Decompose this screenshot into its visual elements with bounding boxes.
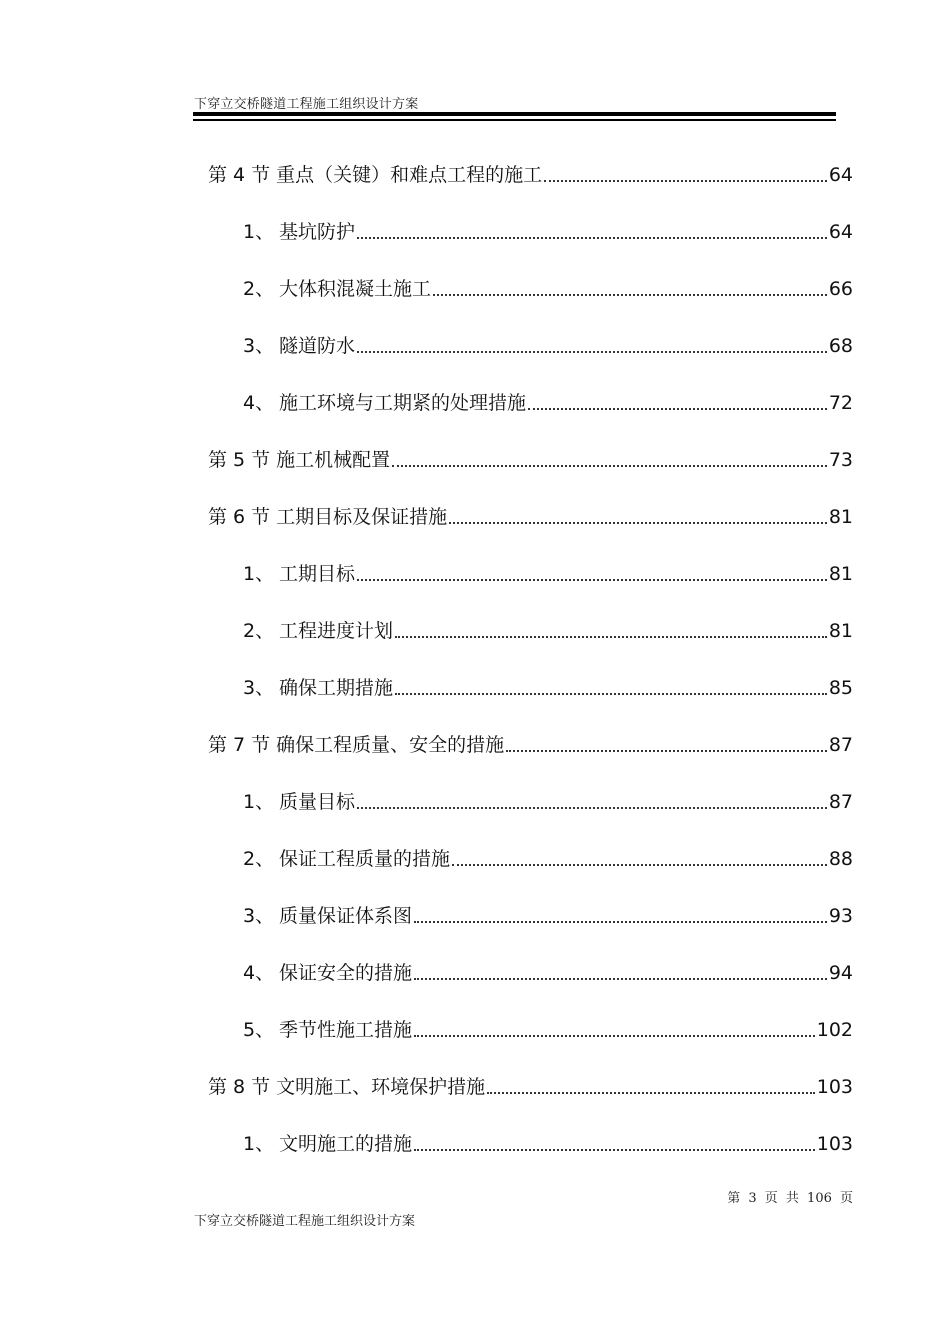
toc-entry-page-number: 73: [828, 449, 853, 471]
toc-entry-page-number: 81: [828, 620, 853, 642]
toc-section-entry[interactable]: [208, 447, 853, 473]
toc-entry-page-number: 64: [828, 221, 853, 243]
toc-dot-leader: [357, 579, 827, 581]
toc-entry-page-number: 94: [828, 962, 853, 984]
toc-dot-leader: [544, 180, 827, 182]
toc-entry-number: 3、: [243, 677, 275, 699]
toc-subsection-entry[interactable]: [243, 561, 853, 587]
toc-subsection-entry[interactable]: [243, 960, 853, 986]
toc-entry-title: 保证工程质量的措施: [279, 848, 451, 870]
toc-entry-page-number: 81: [828, 506, 853, 528]
toc-entry-page-number: 103: [816, 1076, 853, 1098]
toc-entry-number: 3、: [243, 335, 275, 357]
toc-entry-number: 第 4 节: [208, 164, 271, 186]
toc-entry-title: 大体积混凝土施工: [279, 278, 432, 300]
toc-dot-leader: [392, 465, 827, 467]
toc-entry-page-number: 87: [828, 734, 853, 756]
toc-entry-title: 质量目标: [279, 791, 356, 813]
toc-entry-number: 1、: [243, 791, 275, 813]
toc-entry-title: 隧道防水: [279, 335, 356, 357]
toc-entry-title: 质量保证体系图: [279, 905, 413, 927]
toc-entry-title: 基坑防护: [279, 221, 356, 243]
toc-dot-leader: [528, 408, 827, 410]
toc-entry-page-number: 102: [816, 1019, 853, 1041]
toc-entry-page-number: 66: [828, 278, 853, 300]
toc-dot-leader: [414, 921, 827, 923]
toc-entry-title: 工程进度计划: [279, 620, 394, 642]
toc-dot-leader: [487, 1092, 815, 1094]
toc-dot-leader: [414, 1035, 815, 1037]
toc-subsection-entry[interactable]: [243, 675, 853, 701]
toc-entry-number: 4、: [243, 962, 275, 984]
toc-section-entry[interactable]: [208, 732, 853, 758]
toc-dot-leader: [395, 636, 827, 638]
toc-entry-title: 文明施工、环境保护措施: [276, 1076, 486, 1098]
toc-entry-title: 保证安全的措施: [279, 962, 413, 984]
toc-entry-page-number: 68: [828, 335, 853, 357]
page-header-title: 下穿立交桥隧道工程施工组织设计方案: [194, 97, 419, 112]
toc-entry-page-number: 103: [816, 1133, 853, 1155]
toc-section-entry[interactable]: [208, 504, 853, 530]
toc-entry-number: 1、: [243, 1133, 275, 1155]
toc-subsection-entry[interactable]: [243, 276, 853, 302]
toc-entry-page-number: 72: [828, 392, 853, 414]
toc-entry-title: 重点（关键）和难点工程的施工: [276, 164, 543, 186]
toc-dot-leader: [357, 807, 827, 809]
toc-entry-title: 文明施工的措施: [279, 1133, 413, 1155]
toc-entry-number: 1、: [243, 563, 275, 585]
toc-entry-number: 第 7 节: [208, 734, 271, 756]
toc-section-entry[interactable]: [208, 162, 853, 188]
toc-entry-number: 2、: [243, 278, 275, 300]
toc-dot-leader: [357, 237, 827, 239]
toc-entry-number: 第 6 节: [208, 506, 271, 528]
toc-entry-title: 工期目标: [279, 563, 356, 585]
toc-entry-title: 施工环境与工期紧的处理措施: [279, 392, 527, 414]
toc-subsection-entry[interactable]: [243, 618, 853, 644]
toc-entry-number: 第 8 节: [208, 1076, 271, 1098]
toc-subsection-entry[interactable]: [243, 846, 853, 872]
toc-subsection-entry[interactable]: [243, 789, 853, 815]
toc-dot-leader: [452, 864, 827, 866]
toc-entry-number: 1、: [243, 221, 275, 243]
toc-entry-number: 3、: [243, 905, 275, 927]
toc-subsection-entry[interactable]: [243, 219, 853, 245]
toc-entry-title: 季节性施工措施: [279, 1019, 413, 1041]
toc-entry-number: 2、: [243, 848, 275, 870]
toc-section-entry[interactable]: [208, 1074, 853, 1100]
toc-dot-leader: [433, 294, 827, 296]
toc-entry-number: 2、: [243, 620, 275, 642]
toc-dot-leader: [414, 978, 827, 980]
toc-entry-title: 确保工期措施: [279, 677, 394, 699]
toc-entry-number: 第 5 节: [208, 449, 271, 471]
toc-entry-page-number: 93: [828, 905, 853, 927]
toc-entry-title: 工期目标及保证措施: [276, 506, 448, 528]
toc-entry-number: 5、: [243, 1019, 275, 1041]
toc-dot-leader: [506, 750, 827, 752]
toc-dot-leader: [395, 693, 827, 695]
toc-subsection-entry[interactable]: [243, 1131, 853, 1157]
toc-entry-page-number: 85: [828, 677, 853, 699]
toc-dot-leader: [449, 522, 827, 524]
toc-entry-title: 确保工程质量、安全的措施: [276, 734, 505, 756]
toc-dot-leader: [357, 351, 827, 353]
toc-entry-page-number: 87: [828, 791, 853, 813]
toc-entry-number: 4、: [243, 392, 275, 414]
toc-dot-leader: [414, 1149, 815, 1151]
toc-entry-page-number: 64: [828, 164, 853, 186]
toc-subsection-entry[interactable]: [243, 903, 853, 929]
toc-entry-page-number: 81: [828, 563, 853, 585]
page-number-footer: 第 3 页 共 106 页: [727, 1191, 853, 1206]
toc-subsection-entry[interactable]: [243, 333, 853, 359]
next-page-header-title: 下穿立交桥隧道工程施工组织设计方案: [194, 1214, 416, 1229]
toc-entry-title: 施工机械配置: [276, 449, 391, 471]
toc-subsection-entry[interactable]: [243, 390, 853, 416]
toc-subsection-entry[interactable]: [243, 1017, 853, 1043]
toc-entry-page-number: 88: [828, 848, 853, 870]
